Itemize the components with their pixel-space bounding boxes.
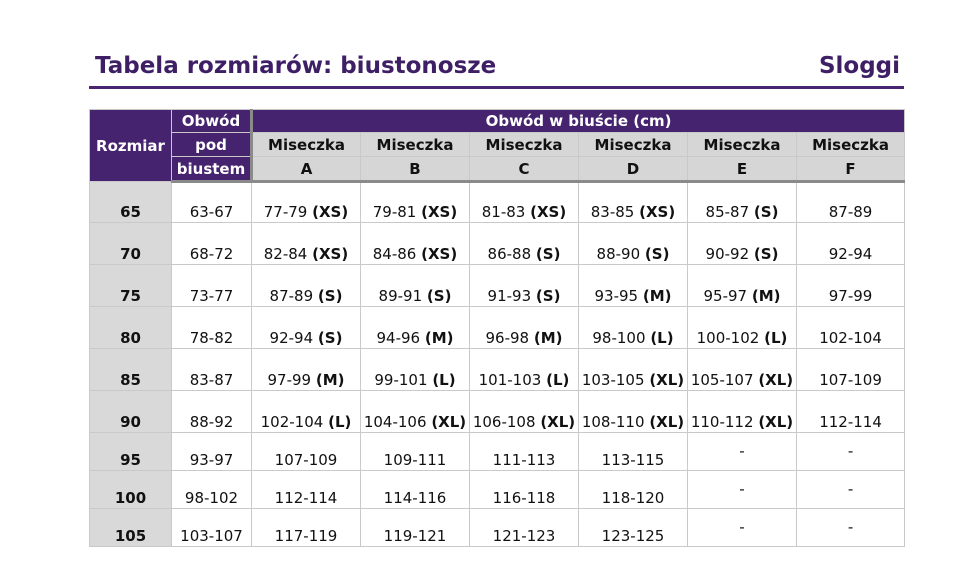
size-code: (M) <box>424 329 454 347</box>
header-rozmiar: Rozmiar <box>90 110 172 182</box>
bust-range: 92-94 <box>269 329 314 347</box>
bust-cell <box>252 349 361 391</box>
bust-cell <box>252 265 361 307</box>
size-label: 85 <box>90 349 172 391</box>
bust-cell <box>688 509 797 547</box>
bust-cell <box>797 307 905 349</box>
bust-cell <box>470 509 579 547</box>
size-label: 75 <box>90 265 172 307</box>
bust-cell <box>361 223 470 265</box>
bust-range: 99-101 <box>374 371 428 389</box>
bust-range: 113-115 <box>601 451 665 469</box>
size-table <box>89 109 905 547</box>
table-row <box>90 307 905 349</box>
bust-cell <box>470 349 579 391</box>
bust-cell <box>361 471 470 509</box>
bust-cell <box>688 182 797 223</box>
bust-range: - <box>739 480 745 498</box>
bust-range: 105-107 <box>690 371 754 389</box>
bust-range: - <box>847 518 854 536</box>
bust-cell <box>688 349 797 391</box>
size-code: (XL) <box>540 413 576 431</box>
bust-cell <box>252 471 361 509</box>
bust-cell <box>361 349 470 391</box>
bust-range: 110-112 <box>690 413 754 431</box>
bust-cell <box>797 223 905 265</box>
bust-cell <box>797 349 905 391</box>
bust-cell <box>688 265 797 307</box>
underbust-range: 78-82 <box>172 307 252 349</box>
bust-range: 101-103 <box>478 371 542 389</box>
underbust-range: 68-72 <box>172 223 252 265</box>
bust-range: - <box>739 518 745 536</box>
bust-range: 114-116 <box>383 489 447 507</box>
size-code: (XL) <box>649 413 685 431</box>
size-code: (L) <box>546 371 570 389</box>
table-row <box>90 223 905 265</box>
bust-range: 112-114 <box>274 489 338 507</box>
bust-cell <box>797 182 905 223</box>
table-row <box>90 349 905 391</box>
header-obwod-line2: pod <box>172 133 252 157</box>
table-header <box>90 110 905 182</box>
size-code: (S) <box>426 287 452 305</box>
bust-cell <box>252 433 361 471</box>
size-code: (M) <box>751 287 781 305</box>
size-code: (XS) <box>312 245 349 263</box>
bust-range: 87-89 <box>828 203 873 221</box>
bust-range: 84-86 <box>372 245 417 263</box>
bust-range: - <box>739 442 745 460</box>
bust-range: 96-98 <box>485 329 530 347</box>
bust-cell <box>470 182 579 223</box>
bust-range: 106-108 <box>472 413 536 431</box>
header-obwod-w-biuscie: Obwód w biuście (cm) <box>252 110 905 133</box>
size-code: (S) <box>535 245 561 263</box>
header-cup-letter-a: A <box>252 157 361 182</box>
bust-range: 92-94 <box>828 245 873 263</box>
bust-cell <box>470 391 579 433</box>
size-code: (M) <box>533 329 563 347</box>
bust-range: 94-96 <box>376 329 421 347</box>
bust-cell <box>579 391 688 433</box>
bust-cell <box>361 265 470 307</box>
header-cup-letter-e: E <box>688 157 797 182</box>
table-body <box>90 182 905 547</box>
size-code: (S) <box>753 245 779 263</box>
size-label: 80 <box>90 307 172 349</box>
bust-range: 85-87 <box>705 203 750 221</box>
table-row <box>90 182 905 223</box>
bust-range: 109-111 <box>383 451 447 469</box>
size-code: (L) <box>328 413 352 431</box>
bust-cell <box>579 433 688 471</box>
header-cup-letter-f: F <box>797 157 905 182</box>
bust-range: 86-88 <box>487 245 532 263</box>
bust-range: 77-79 <box>263 203 308 221</box>
bust-cell <box>252 223 361 265</box>
size-code: (M) <box>315 371 345 389</box>
header-cup-word: Miseczka <box>470 133 579 157</box>
bust-cell <box>688 471 797 509</box>
bust-range: 91-93 <box>487 287 532 305</box>
size-code: (XL) <box>431 413 467 431</box>
bust-cell <box>470 265 579 307</box>
bust-range: 111-113 <box>492 451 556 469</box>
bust-range: 118-120 <box>601 489 665 507</box>
bust-range: 88-90 <box>596 245 641 263</box>
underbust-range: 63-67 <box>172 182 252 223</box>
header-obwod-line1: Obwód <box>172 110 252 133</box>
bust-cell <box>797 391 905 433</box>
bust-cell <box>688 391 797 433</box>
title-bar <box>89 50 904 89</box>
table-row <box>90 433 905 471</box>
size-code: (XS) <box>530 203 567 221</box>
size-code: (L) <box>432 371 456 389</box>
bust-cell <box>579 182 688 223</box>
bust-cell <box>252 307 361 349</box>
size-code: (S) <box>535 287 561 305</box>
size-code: (M) <box>642 287 672 305</box>
size-code: (XS) <box>421 203 458 221</box>
bust-range: 89-91 <box>378 287 423 305</box>
size-label: 95 <box>90 433 172 471</box>
table-row <box>90 391 905 433</box>
size-label: 100 <box>90 471 172 509</box>
bust-cell <box>688 433 797 471</box>
size-code: (S) <box>317 329 343 347</box>
size-code: (XS) <box>421 245 458 263</box>
bust-range: 108-110 <box>581 413 645 431</box>
header-cup-word: Miseczka <box>361 133 470 157</box>
size-code: (S) <box>753 203 779 221</box>
bust-range: 107-109 <box>274 451 338 469</box>
bust-cell <box>361 182 470 223</box>
size-code: (XS) <box>639 203 676 221</box>
bust-cell <box>252 509 361 547</box>
bust-range: 104-106 <box>363 413 427 431</box>
underbust-range: 98-102 <box>172 471 252 509</box>
size-code: (XL) <box>758 371 794 389</box>
table-row <box>90 265 905 307</box>
bust-cell <box>579 509 688 547</box>
underbust-range: 93-97 <box>172 433 252 471</box>
underbust-range: 73-77 <box>172 265 252 307</box>
bust-cell <box>361 307 470 349</box>
bust-range: 112-114 <box>819 413 882 431</box>
header-cup-word: Miseczka <box>797 133 905 157</box>
bust-cell <box>470 471 579 509</box>
size-code: (XS) <box>312 203 349 221</box>
underbust-range: 103-107 <box>172 509 252 547</box>
size-code: (XL) <box>649 371 685 389</box>
bust-cell <box>579 223 688 265</box>
table-row <box>90 471 905 509</box>
bust-range: - <box>847 480 854 498</box>
bust-cell <box>470 433 579 471</box>
bust-cell <box>252 391 361 433</box>
bust-cell <box>797 265 905 307</box>
page-title: Tabela rozmiarów: biustonosze <box>95 53 497 79</box>
bust-range: 79-81 <box>372 203 417 221</box>
bust-cell <box>688 223 797 265</box>
header-obwod-line3: biustem <box>172 157 252 182</box>
size-label: 65 <box>90 182 172 223</box>
bust-range: 102-104 <box>260 413 324 431</box>
size-code: (L) <box>764 329 788 347</box>
bust-range: 97-99 <box>828 287 873 305</box>
bust-range: 117-119 <box>274 527 338 545</box>
bust-range: 116-118 <box>492 489 556 507</box>
bust-range: 90-92 <box>705 245 750 263</box>
bust-range: 121-123 <box>492 527 556 545</box>
bust-range: 83-85 <box>590 203 635 221</box>
bust-range: 107-109 <box>819 371 882 389</box>
size-code: (S) <box>644 245 670 263</box>
bust-cell <box>252 182 361 223</box>
bust-range: 93-95 <box>594 287 639 305</box>
bust-cell <box>797 471 905 509</box>
bust-cell <box>579 307 688 349</box>
size-label: 105 <box>90 509 172 547</box>
table-row <box>90 509 905 547</box>
bust-range: 123-125 <box>601 527 665 545</box>
bust-cell <box>361 391 470 433</box>
bust-cell <box>579 265 688 307</box>
size-code: (L) <box>650 329 674 347</box>
bust-cell <box>688 307 797 349</box>
bust-range: 82-84 <box>263 245 308 263</box>
underbust-range: 83-87 <box>172 349 252 391</box>
bust-cell <box>797 509 905 547</box>
bust-cell <box>579 349 688 391</box>
size-code: (S) <box>317 287 343 305</box>
bust-cell <box>579 471 688 509</box>
header-cup-letter-d: D <box>579 157 688 182</box>
bust-range: 103-105 <box>581 371 645 389</box>
size-code: (XL) <box>758 413 794 431</box>
bust-cell <box>361 509 470 547</box>
bust-cell <box>470 307 579 349</box>
brand-name: Sloggi <box>818 53 900 79</box>
bust-cell <box>470 223 579 265</box>
bust-range: 81-83 <box>481 203 526 221</box>
bust-range: 95-97 <box>703 287 748 305</box>
header-cup-letter-b: B <box>361 157 470 182</box>
size-label: 70 <box>90 223 172 265</box>
size-label: 90 <box>90 391 172 433</box>
header-cup-word: Miseczka <box>688 133 797 157</box>
bust-range: 87-89 <box>269 287 314 305</box>
bust-range: 98-100 <box>592 329 646 347</box>
header-cup-word: Miseczka <box>252 133 361 157</box>
underbust-range: 88-92 <box>172 391 252 433</box>
bust-range: - <box>847 442 854 460</box>
bust-range: 102-104 <box>819 329 882 347</box>
header-cup-word: Miseczka <box>579 133 688 157</box>
bust-range: 119-121 <box>383 527 447 545</box>
header-cup-letter-c: C <box>470 157 579 182</box>
bust-cell <box>797 433 905 471</box>
bust-cell <box>361 433 470 471</box>
bust-range: 100-102 <box>696 329 760 347</box>
bust-range: 97-99 <box>267 371 312 389</box>
